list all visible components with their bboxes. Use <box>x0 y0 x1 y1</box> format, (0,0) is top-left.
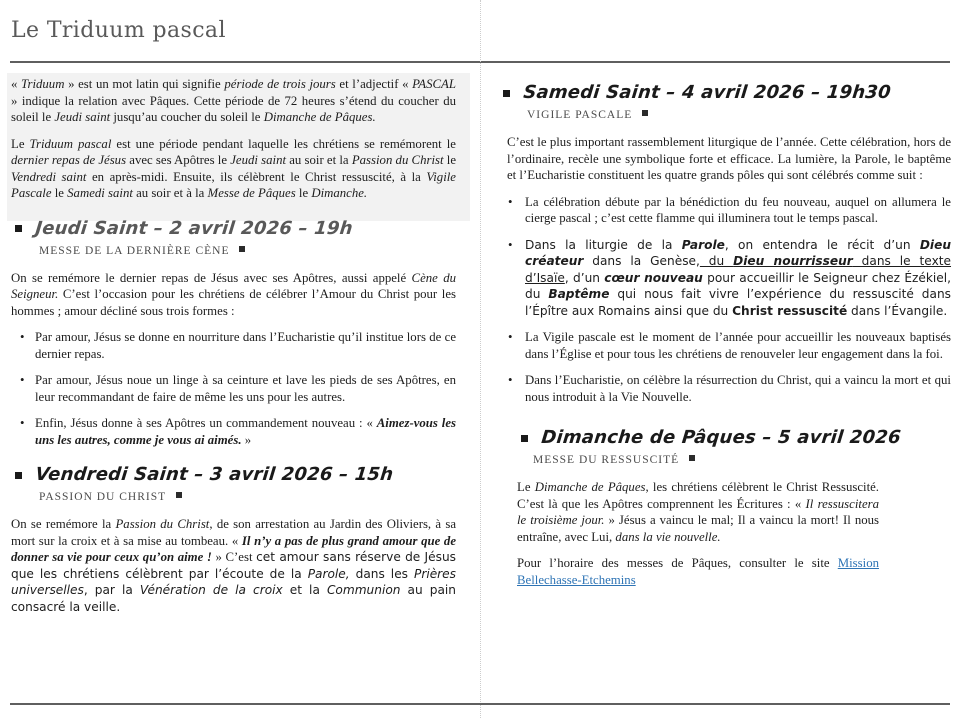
bottom-rule <box>10 703 950 705</box>
vendredi-paragraph: On se remémore la Passion du Christ, de son arrestation au Jardin des Oliviers, à sa mort sur la croix et à sa mise au tombeau. « Il n’y a pas de plus grand amour que de donner sa vie pour ceux qu’on aime ! » C’est cet amour sans réserve de Jésus que les chrétiens célèbrent par l’écoute de la Parole, dans les Prières universelles, par la Vénération de la croix et la Communion au pain consacré la veille. <box>11 517 457 614</box>
dimanche-footer-paragraph: Pour l’horaire des messes de Pâques, consulter le site Mission Bellechasse-Etchemins <box>517 556 879 587</box>
section-heading-label: Jeudi Saint – 2 avril 2026 – 19h <box>34 217 354 239</box>
section-heading-label: Dimanche de Pâques – 5 avril 2026 <box>540 427 902 448</box>
subheading-label: MESSE DU RESSUSCITÉ <box>533 454 680 466</box>
square-bullet-icon <box>176 492 182 498</box>
column-divider <box>480 0 481 718</box>
list-item: • La célébration débute par la bénédiction du feu nouveau, auquel on allumera le cierge pascal ; c’est cette flamme qui illuminera tout le temps pascal. <box>525 194 951 227</box>
left-column <box>11 76 456 625</box>
intro-block <box>11 76 456 202</box>
list-item: • Par amour, Jésus se donne en nourriture dans l’Eucharistie qu’il institue lors de ce dernier repas. <box>35 329 456 362</box>
square-bullet-icon <box>15 472 22 479</box>
right-column <box>499 80 951 598</box>
subheading-label: MESSE DE LA DERNIÈRE CÈNE <box>39 244 230 257</box>
page-title: Le Triduum pascal <box>11 18 226 43</box>
list-item: • La Vigile pascale est le moment de l’année pour accueillir les nouveaux baptisés dans l’Église et pour tous les chrétiens de renouveler leur engagement dans la foi. <box>525 329 951 362</box>
section-subheading-vendredi <box>39 491 456 503</box>
samedi-bullet-list <box>499 194 951 406</box>
square-bullet-icon <box>503 90 510 97</box>
section-subheading-jeudi <box>39 245 456 257</box>
list-item: • Enfin, Jésus donne à ses Apôtres un commandement nouveau : « Aimez-vous les uns les autres, comme je vous ai aimés. » <box>35 415 456 448</box>
square-bullet-icon <box>239 246 245 252</box>
samedi-paragraph: C’est le plus important rassemblement liturgique de l’année. Cette célébration, hors de l’ordinaire, recèle une symbolique forte et efficace. La lumière, la Parole, le baptême et l’Eucharistie constituent les quatre grands pôles qui sont célébrés comme suit : <box>507 135 951 182</box>
intro-paragraph-1: « Triduum » est un mot latin qui signifie période de trois jours et l’adjectif « PASCAL » indique la relation avec Pâques. Cette période de 72 heures s’étend du coucher du soleil le Jeudi saint jusqu’au coucher du soleil le Dimanche de Pâques. <box>11 77 456 124</box>
section-subheading-dimanche <box>533 454 951 466</box>
list-item: • Par amour, Jésus noue un linge à sa ceinture et lave les pieds de ses Apôtres, en leur recommandant de faire de même les uns pour les autres. <box>35 372 456 405</box>
subheading-label: PASSION DU CHRIST <box>39 491 167 503</box>
square-bullet-icon <box>521 435 528 442</box>
subheading-label: VIGILE PASCALE <box>527 109 633 121</box>
jeudi-bullet-list <box>11 329 456 448</box>
jeudi-paragraph: On se remémore le dernier repas de Jésus avec ses Apôtres, aussi appelé Cène du Seigneur. C’est l’occasion pour les chrétiens de célébrer l’Amour du Christ pour les hommes ; amour décliné sous trois formes : <box>11 270 456 318</box>
list-item: • Dans l’Eucharistie, on célèbre la résurrection du Christ, qui a vaincu la mort et qui nous introduit à la Vie Nouvelle. <box>525 372 951 405</box>
list-item: • Dans la liturgie de la Parole, on entendra le récit d’un Dieu créateur dans la Genèse, du Dieu nourrisseur dans le texte d’Isaïe, d’un cœur nouveau pour accueillir le Seigneur chez Ézékiel, du Baptême qui nous fait vivre l’expérience du ressuscité dans l’Épître aux Romains ainsi que du Christ ressuscité dans l’Évangile. <box>525 237 951 320</box>
section-heading-vendredi <box>15 462 456 488</box>
dimanche-section <box>517 425 951 588</box>
dimanche-paragraph: Le Dimanche de Pâques, les chrétiens célèbrent le Christ Ressuscité. C’est là que les Apôtres comprennent les Écritures : « Il ressuscitera le troisième jour. » Jésus a vaincu le mal; Il a vaincu la mort! Il nous entraîne, avec Lui, dans la vie nouvelle. <box>517 480 880 544</box>
section-heading-samedi <box>503 80 951 106</box>
section-heading-dimanche <box>521 425 951 451</box>
intro-paragraph-2: Le Triduum pascal est une période pendant laquelle les chrétiens se remémorent le dernier repas de Jésus avec ses Apôtres le Jeudi saint au soir et la Passion du Christ le Vendredi saint en après-midi. Ensuite, ils célèbrent le Christ ressuscité, à la Vigile Pascale le Samedi saint au soir et à la Messe de Pâques le Dimanche. <box>11 136 457 200</box>
square-bullet-icon <box>689 455 695 461</box>
mission-link[interactable]: Mission Bellechasse-Etchemins <box>517 556 879 587</box>
square-bullet-icon <box>15 225 22 232</box>
section-heading-label: Vendredi Saint – 3 avril 2026 – 15h <box>34 464 395 485</box>
section-subheading-samedi <box>527 109 951 121</box>
square-bullet-icon <box>642 110 648 116</box>
section-heading-label: Samedi Saint – 4 avril 2026 – 19h30 <box>522 82 892 103</box>
